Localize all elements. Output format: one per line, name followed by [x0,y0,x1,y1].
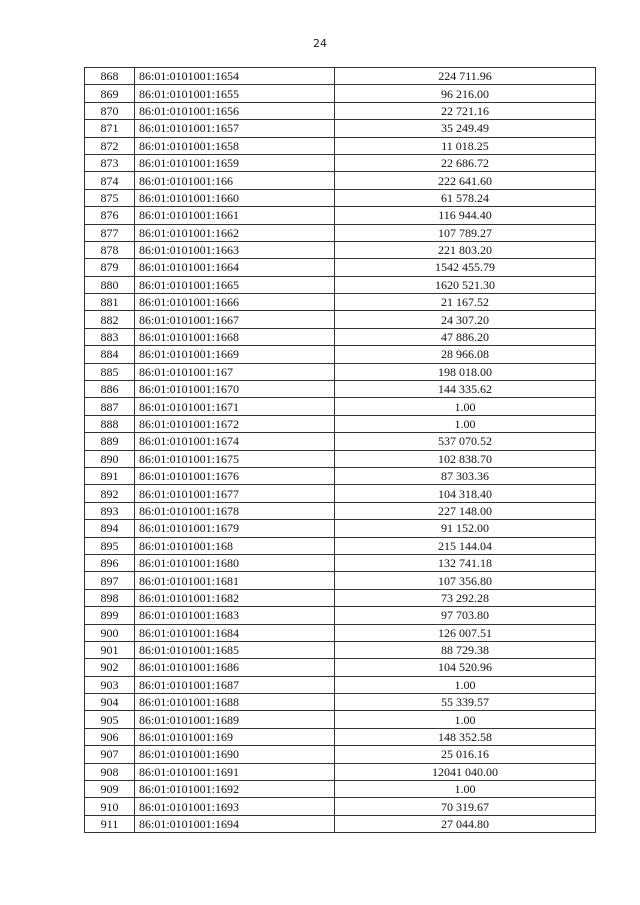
value-cell: 107 789.27 [335,224,596,241]
value-cell: 21 167.52 [335,294,596,311]
value-cell: 1.00 [335,711,596,728]
value-cell: 73 292.28 [335,589,596,606]
table-row [85,120,596,137]
row-number-cell: 871 [85,120,135,137]
row-number-cell: 896 [85,554,135,571]
value-cell: 227 148.00 [335,502,596,519]
value-cell: 22 686.72 [335,154,596,171]
cadastral-number-cell: 86:01:0101001:1659 [135,154,335,171]
table-row [85,207,596,224]
cadastral-number-cell: 86:01:0101001:1664 [135,259,335,276]
table-row [85,711,596,728]
row-number-cell: 879 [85,259,135,276]
row-number-cell: 907 [85,746,135,763]
cadastral-number-cell: 86:01:0101001:169 [135,728,335,745]
value-cell: 1.00 [335,676,596,693]
value-cell: 35 249.49 [335,120,596,137]
cadastral-number-cell: 86:01:0101001:1693 [135,798,335,815]
table-row [85,694,596,711]
cadastral-number-cell: 86:01:0101001:1677 [135,485,335,502]
row-number-cell: 911 [85,815,135,832]
row-number-cell: 910 [85,798,135,815]
table-row [85,259,596,276]
value-cell: 47 886.20 [335,328,596,345]
cadastral-number-cell: 86:01:0101001:1671 [135,398,335,415]
table-row [85,398,596,415]
value-cell: 107 356.80 [335,572,596,589]
value-cell: 198 018.00 [335,363,596,380]
table-row [85,154,596,171]
row-number-cell: 899 [85,607,135,624]
table-row [85,381,596,398]
cadastral-number-cell: 86:01:0101001:1655 [135,85,335,102]
value-cell: 70 319.67 [335,798,596,815]
table-row [85,537,596,554]
cadastral-number-cell: 86:01:0101001:1657 [135,120,335,137]
table-row [85,520,596,537]
row-number-cell: 881 [85,294,135,311]
table-row [85,502,596,519]
row-number-cell: 868 [85,68,135,85]
row-number-cell: 874 [85,172,135,189]
cadastral-number-cell: 86:01:0101001:1691 [135,763,335,780]
value-cell: 116 944.40 [335,207,596,224]
value-cell: 88 729.38 [335,641,596,658]
row-number-cell: 904 [85,694,135,711]
value-cell: 144 335.62 [335,381,596,398]
row-number-cell: 903 [85,676,135,693]
row-number-cell: 898 [85,589,135,606]
table-row [85,241,596,258]
table-row [85,189,596,206]
cadastral-number-cell: 86:01:0101001:1678 [135,502,335,519]
row-number-cell: 884 [85,346,135,363]
table-row [85,102,596,119]
table-row [85,728,596,745]
cadastral-number-cell: 86:01:0101001:1690 [135,746,335,763]
row-number-cell: 894 [85,520,135,537]
cadastral-number-cell: 86:01:0101001:1667 [135,311,335,328]
cadastral-number-cell: 86:01:0101001:1672 [135,415,335,432]
value-cell: 22 721.16 [335,102,596,119]
cadastral-number-cell: 86:01:0101001:1665 [135,276,335,293]
table-row [85,328,596,345]
row-number-cell: 890 [85,450,135,467]
value-cell: 91 152.00 [335,520,596,537]
page-number: 24 [313,37,327,50]
value-cell: 1542 455.79 [335,259,596,276]
row-number-cell: 888 [85,415,135,432]
table-row [85,433,596,450]
value-cell: 25 016.16 [335,746,596,763]
value-cell: 12041 040.00 [335,763,596,780]
table-row [85,415,596,432]
value-cell: 1.00 [335,415,596,432]
table-row [85,589,596,606]
value-cell: 55 339.57 [335,694,596,711]
table-row [85,659,596,676]
cadastre-table [84,67,596,833]
table-row [85,450,596,467]
table-row [85,276,596,293]
table-row [85,624,596,641]
cadastral-number-cell: 86:01:0101001:167 [135,363,335,380]
table-row [85,815,596,832]
value-cell: 27 044.80 [335,815,596,832]
table-row [85,294,596,311]
cadastral-number-cell: 86:01:0101001:1661 [135,207,335,224]
row-number-cell: 906 [85,728,135,745]
value-cell: 132 741.18 [335,554,596,571]
cadastral-number-cell: 86:01:0101001:1663 [135,241,335,258]
table-body [85,68,596,833]
value-cell: 537 070.52 [335,433,596,450]
row-number-cell: 892 [85,485,135,502]
row-number-cell: 875 [85,189,135,206]
value-cell: 126 007.51 [335,624,596,641]
cadastral-number-cell: 86:01:0101001:1668 [135,328,335,345]
cadastral-number-cell: 86:01:0101001:1654 [135,68,335,85]
table-row [85,172,596,189]
cadastral-number-cell: 86:01:0101001:1676 [135,467,335,484]
cadastral-number-cell: 86:01:0101001:1656 [135,102,335,119]
row-number-cell: 895 [85,537,135,554]
table-row [85,798,596,815]
row-number-cell: 897 [85,572,135,589]
cadastral-number-cell: 86:01:0101001:1692 [135,781,335,798]
row-number-cell: 880 [85,276,135,293]
row-number-cell: 877 [85,224,135,241]
cadastral-number-cell: 86:01:0101001:1669 [135,346,335,363]
row-number-cell: 908 [85,763,135,780]
table-row [85,85,596,102]
table-row [85,346,596,363]
row-number-cell: 909 [85,781,135,798]
value-cell: 104 520.96 [335,659,596,676]
cadastral-number-cell: 86:01:0101001:1666 [135,294,335,311]
cadastral-number-cell: 86:01:0101001:1684 [135,624,335,641]
row-number-cell: 882 [85,311,135,328]
cadastral-number-cell: 86:01:0101001:1682 [135,589,335,606]
row-number-cell: 887 [85,398,135,415]
row-number-cell: 876 [85,207,135,224]
table-row [85,311,596,328]
value-cell: 11 018.25 [335,137,596,154]
row-number-cell: 885 [85,363,135,380]
table-row [85,746,596,763]
value-cell: 87 303.36 [335,467,596,484]
table-row [85,607,596,624]
table-row [85,224,596,241]
row-number-cell: 873 [85,154,135,171]
table-row [85,363,596,380]
value-cell: 1.00 [335,398,596,415]
value-cell: 1620 521.30 [335,276,596,293]
table-row [85,467,596,484]
table-row [85,676,596,693]
cadastral-number-cell: 86:01:0101001:1674 [135,433,335,450]
value-cell: 102 838.70 [335,450,596,467]
cadastral-number-cell: 86:01:0101001:168 [135,537,335,554]
row-number-cell: 872 [85,137,135,154]
cadastral-number-cell: 86:01:0101001:1662 [135,224,335,241]
value-cell: 24 307.20 [335,311,596,328]
cadastral-number-cell: 86:01:0101001:1685 [135,641,335,658]
row-number-cell: 902 [85,659,135,676]
row-number-cell: 905 [85,711,135,728]
value-cell: 221 803.20 [335,241,596,258]
row-number-cell: 886 [85,381,135,398]
table-row [85,781,596,798]
value-cell: 104 318.40 [335,485,596,502]
value-cell: 222 641.60 [335,172,596,189]
table-row [85,137,596,154]
value-cell: 97 703.80 [335,607,596,624]
cadastral-number-cell: 86:01:0101001:1681 [135,572,335,589]
value-cell: 1.00 [335,781,596,798]
table-row [85,572,596,589]
value-cell: 28 966.08 [335,346,596,363]
row-number-cell: 901 [85,641,135,658]
cadastral-number-cell: 86:01:0101001:1660 [135,189,335,206]
cadastral-number-cell: 86:01:0101001:1688 [135,694,335,711]
cadastral-number-cell: 86:01:0101001:1683 [135,607,335,624]
value-cell: 96 216.00 [335,85,596,102]
cadastral-number-cell: 86:01:0101001:1670 [135,381,335,398]
value-cell: 224 711.96 [335,68,596,85]
cadastral-number-cell: 86:01:0101001:1658 [135,137,335,154]
row-number-cell: 891 [85,467,135,484]
table-row [85,554,596,571]
value-cell: 215 144.04 [335,537,596,554]
table-row [85,68,596,85]
cadastral-number-cell: 86:01:0101001:166 [135,172,335,189]
row-number-cell: 893 [85,502,135,519]
value-cell: 148 352.58 [335,728,596,745]
cadastral-number-cell: 86:01:0101001:1679 [135,520,335,537]
row-number-cell: 878 [85,241,135,258]
table-row [85,763,596,780]
row-number-cell: 870 [85,102,135,119]
cadastral-number-cell: 86:01:0101001:1680 [135,554,335,571]
value-cell: 61 578.24 [335,189,596,206]
row-number-cell: 900 [85,624,135,641]
cadastral-number-cell: 86:01:0101001:1694 [135,815,335,832]
table-row [85,485,596,502]
cadastral-number-cell: 86:01:0101001:1689 [135,711,335,728]
cadastral-number-cell: 86:01:0101001:1686 [135,659,335,676]
row-number-cell: 883 [85,328,135,345]
cadastral-number-cell: 86:01:0101001:1675 [135,450,335,467]
row-number-cell: 889 [85,433,135,450]
cadastral-number-cell: 86:01:0101001:1687 [135,676,335,693]
row-number-cell: 869 [85,85,135,102]
table-row [85,641,596,658]
